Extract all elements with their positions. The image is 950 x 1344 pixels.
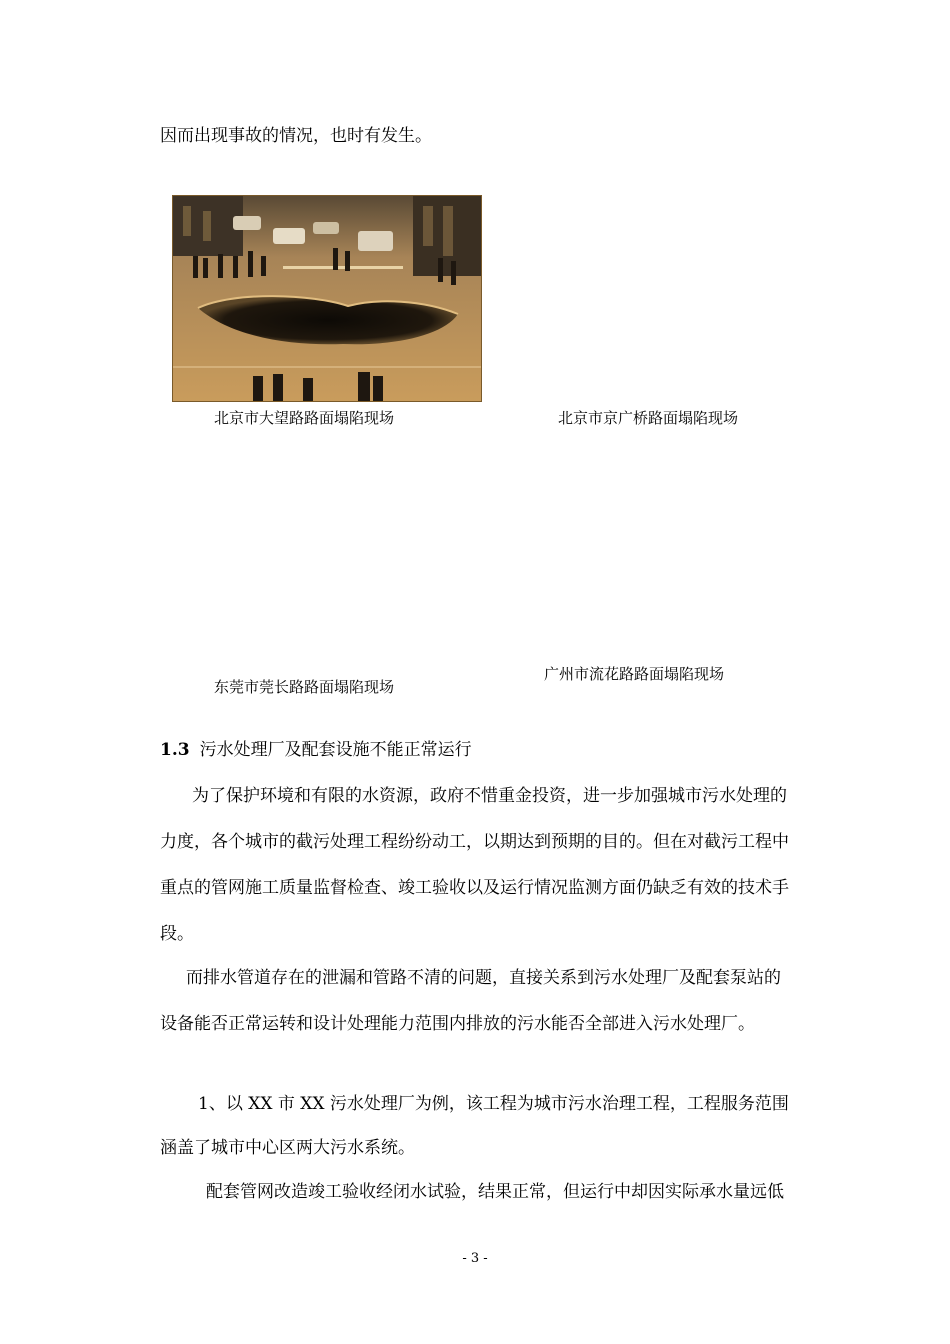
road-collapse-photo-icon — [173, 196, 481, 401]
road-collapse-photo — [172, 195, 482, 402]
caption-dawang-road: 北京市大望路路面塌陷现场 — [214, 409, 395, 427]
section-number: 1.3 — [160, 740, 190, 760]
paragraph1-line4: 段。 — [160, 924, 194, 944]
paragraph1-line2: 力度，各个城市的截污处理工程纷纷动工，以期达到预期的目的。但在对截污工程中 — [160, 832, 789, 852]
paragraph2-line1: 而排水管道存在的泄漏和管路不清的问题，直接关系到污水处理厂及配套泵站的 — [186, 968, 781, 988]
page-number: - 3 - — [462, 1251, 488, 1266]
paragraph1-line1: 为了保护环境和有限的水资源，政府不惜重金投资，进一步加强城市污水处理的 — [192, 786, 787, 806]
caption-liuhua-road: 广州市流花路路面塌陷现场 — [544, 665, 725, 683]
section-title: 污水处理厂及配套设施不能正常运行 — [199, 740, 472, 760]
paragraph2-line2: 设备能否正常运转和设计处理能力范围内排放的污水能否全部进入污水处理厂。 — [160, 1014, 755, 1034]
caption-jingguang-bridge: 北京市京广桥路面塌陷现场 — [558, 409, 739, 427]
paragraph1-line3: 重点的管网施工质量监督检查、竣工验收以及运行情况监测方面仍缺乏有效的技术手 — [160, 878, 789, 898]
section-heading — [160, 738, 472, 762]
caption-guanchang-road: 东莞市莞长路路面塌陷现场 — [214, 678, 395, 696]
paragraph3-line2: 涵盖了城市中心区两大污水系统。 — [160, 1138, 415, 1158]
paragraph3-line1: 1、以 XX 市 XX 污水处理厂为例，该工程为城市污水治理工程，工程服务范围 — [198, 1094, 789, 1114]
intro-line: 因而出现事故的情况，也时有发生。 — [160, 126, 432, 146]
paragraph4-line1: 配套管网改造竣工验收经闭水试验，结果正常，但运行中却因实际承水量远低 — [206, 1182, 784, 1202]
